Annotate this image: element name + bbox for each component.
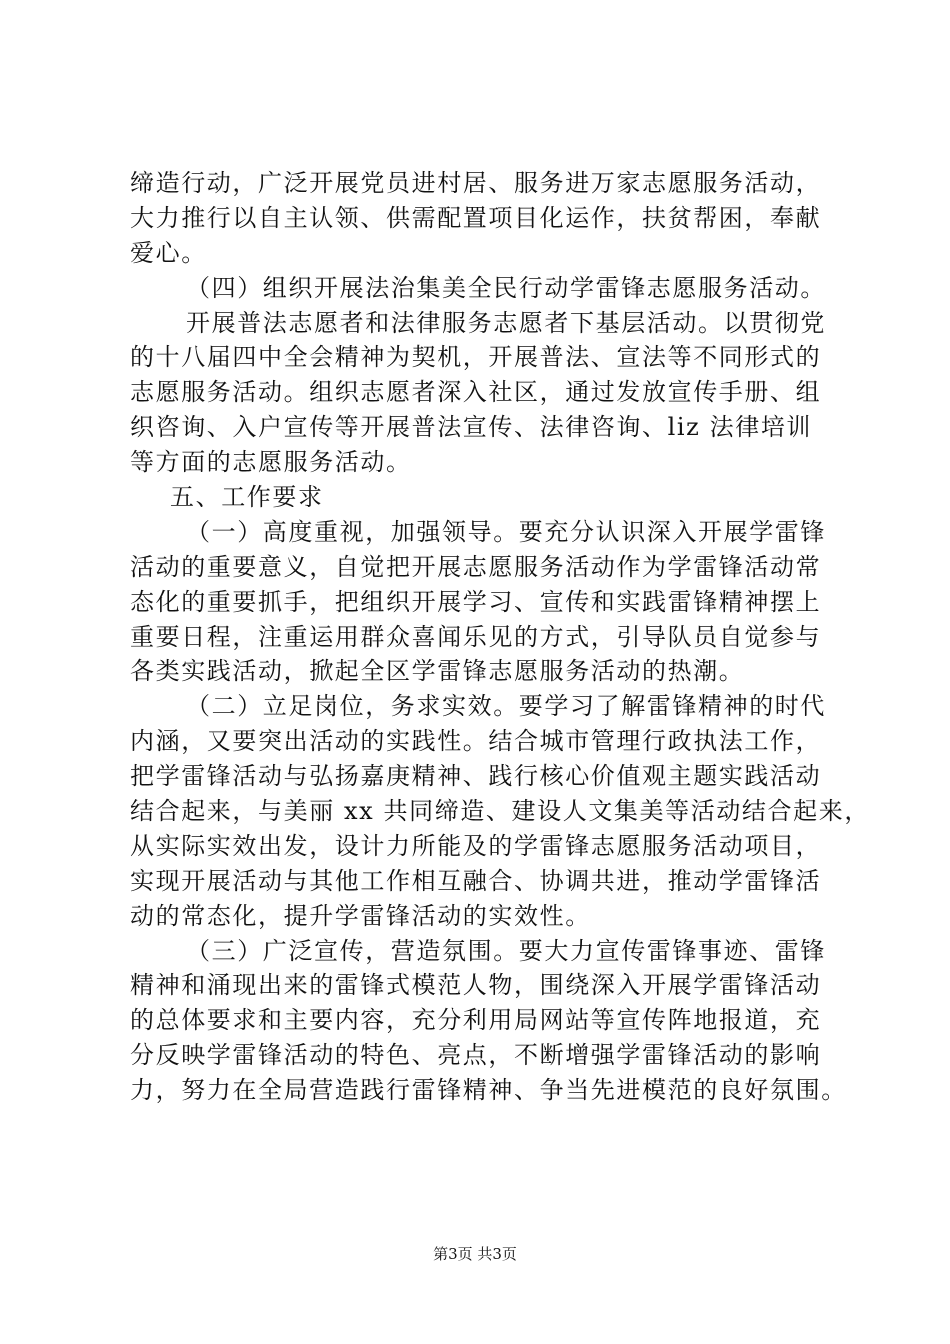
section-heading: （四）组织开展法治集美全民行动学雷锋志愿服务活动。 — [186, 273, 826, 302]
paragraph-start: 开展普法志愿者和法律服务志愿者下基层活动。以贯彻党 — [186, 308, 826, 337]
text-line: 分反映学雷锋活动的特色、亮点，不断增强学雷锋活动的影响 — [130, 1041, 822, 1070]
text-line: 态化的重要抓手，把组织开展学习、宣传和实践雷锋精神摆上 — [130, 587, 822, 616]
text-line: 织咨询、入户宣传等开展普法宣传、法律咨询、liz 法律培训 — [130, 413, 813, 442]
document-body — [130, 166, 870, 1108]
text-line: 重要日程，注重运用群众喜闻乐见的方式，引导队员自觉参与 — [130, 622, 822, 651]
text-line: 缔造行动，广泛开展党员进村居、服务进万家志愿服务活动， — [130, 169, 822, 197]
text-line: 实现开展活动与其他工作相互融合、协调共进，推动学雷锋活 — [130, 866, 822, 895]
paragraph-start: （二）立足岗位，务求实效。要学习了解雷锋精神的时代 — [186, 692, 826, 721]
text-line: 大力推行以自主认领、供需配置项目化运作，扶贫帮困，奉献 — [130, 203, 822, 232]
text-line: 把学雷锋活动与弘扬嘉庚精神、践行核心价值观主题实践活动 — [130, 762, 822, 791]
text-line: 活动的重要意义，自觉把开展志愿服务活动作为学雷锋活动常 — [130, 552, 822, 581]
text-line: 动的常态化，提升学雷锋活动的实效性。 — [130, 901, 591, 930]
paragraph-start: （一）高度重视，加强领导。要充分认识深入开展学雷锋 — [186, 517, 826, 546]
text-line: 的十八届四中全会精神为契机，开展普法、宣法等不同形式的 — [130, 343, 822, 372]
text-line: 的总体要求和主要内容，充分利用局网站等宣传阵地报道，充 — [130, 1006, 822, 1035]
text-line: 结合起来，与美丽 xx 共同缔造、建设人文集美等活动结合起来， — [130, 797, 870, 826]
text-line: 各类实践活动，掀起全区学雷锋志愿服务活动的热潮。 — [130, 657, 745, 686]
text-line: 精神和涌现出来的雷锋式模范人物，围绕深入开展学雷锋活动 — [130, 971, 822, 1000]
section-heading: 五、工作要求 — [170, 483, 324, 512]
text-line: 内涵，又要突出活动的实践性。结合城市管理行政执法工作， — [130, 727, 822, 756]
text-line: 志愿服务活动。组织志愿者深入社区，通过发放宣传手册、组 — [130, 378, 822, 407]
text-line: 等方面的志愿服务活动。 — [130, 448, 412, 477]
paragraph-start: （三）广泛宣传，营造氛围。要大力宣传雷锋事迹、雷锋 — [186, 936, 826, 965]
text-line: 从实际实效出发，设计力所能及的学雷锋志愿服务活动项目， — [130, 831, 822, 860]
text-line: 爱心。 — [130, 238, 207, 267]
text-line: 力，努力在全局营造践行雷锋精神、争当先进模范的良好氛围。 — [130, 1076, 847, 1105]
page-number: 第3页 共3页 — [433, 1245, 517, 1263]
